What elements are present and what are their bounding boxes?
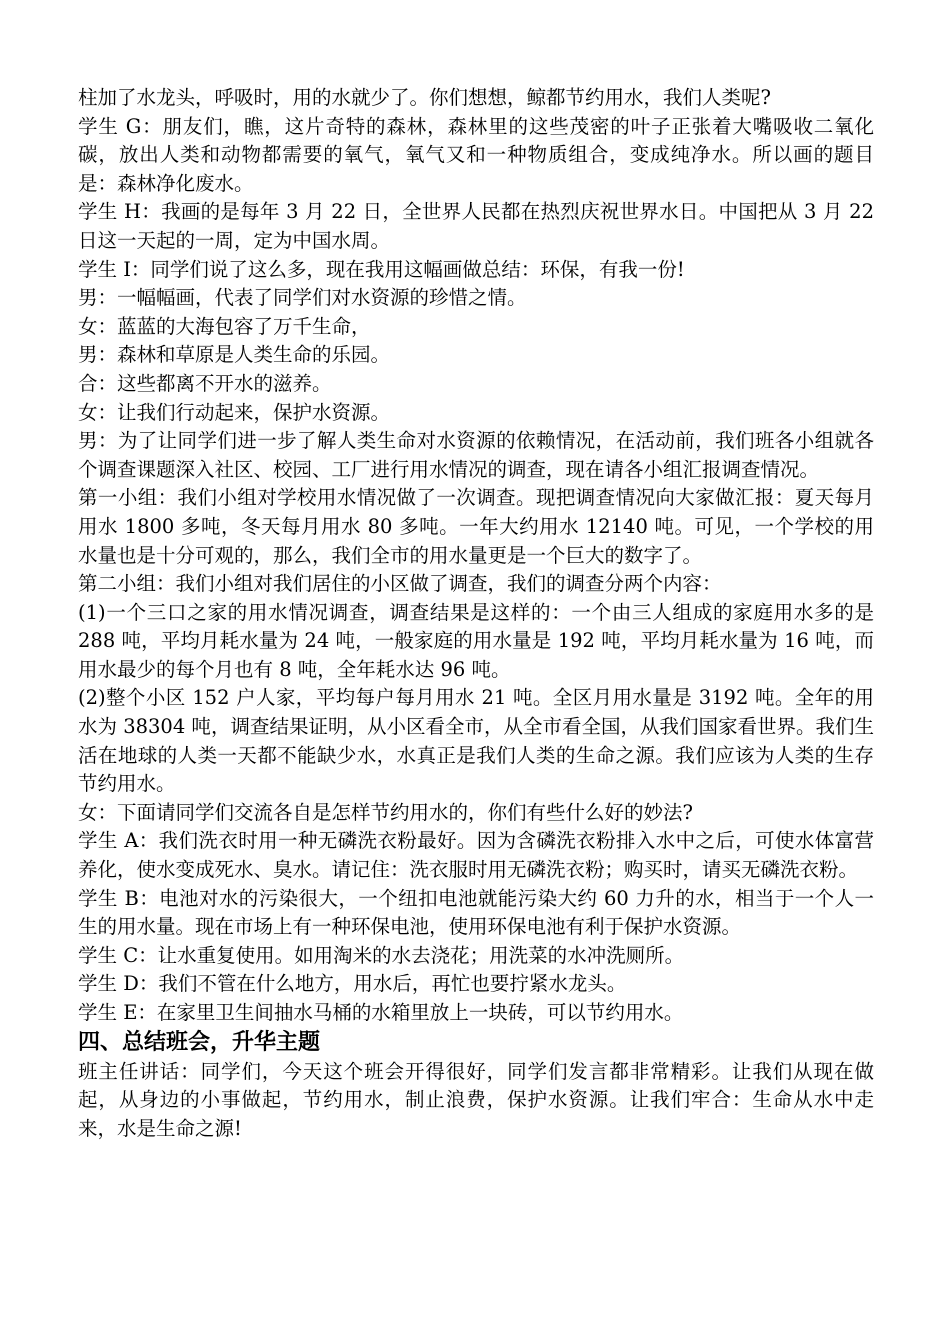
paragraph-student-a: 学生 A：我们洗衣时用一种无磷洗衣粉最好。因为含磷洗衣粉排入水中之后，可使水体富营养化，使水变成死水、臭水。请记住：洗衣服时用无磷洗衣粉；购买时，请买无磷洗衣粉。: [78, 829, 874, 882]
paragraph-female-3: 女：下面请同学们交流各自是怎样节约用水的，你们有些什么好的妙法?: [78, 800, 693, 824]
paragraph-student-d: 学生 D：我们不管在什么地方，用水后，再忙也要拧紧水龙头。: [78, 972, 627, 996]
paragraph-teacher-speech: 班主任讲话：同学们，今天这个班会开得很好，同学们发言都非常精彩。让我们从现在做起，从身边的小事做起，节约用水，制止浪费，保护水资源。让我们牢合：生命从水中走来，水是生命之源!: [78, 1059, 874, 1140]
paragraph-together: 合：这些都离不开水的滋养。: [78, 371, 332, 395]
paragraph-whale-conclusion: 柱加了水龙头，呼吸时，用的水就少了。你们想想，鲸都节约用水，我们人类呢?: [78, 86, 771, 109]
paragraph-student-g: 学生 G：朋友们，瞧，这片奇特的森林，森林里的这些茂密的叶子正张着大嘴吸收二氧化碳，放出人类和动物都需要的氧气，氧气又和一种物质组合，变成纯净水。所以画的题目是：森林净化废水。: [78, 114, 874, 195]
paragraph-student-c: 学生 C：让水重复使用。如用淘米的水去浇花；用洗菜的水冲洗厕所。: [78, 943, 685, 967]
paragraph-group-2-item-1: (1)一个三口之家的用水情况调查，调查结果是这样的：一个由三人组成的家庭用水多的是 288 吨，平均月耗水量为 24 吨，一般家庭的用水量是 192 吨，平均月耗水量为 16 吨，而用水最少的每个月也有 8 吨，全年耗水达 96 吨。: [78, 600, 874, 681]
paragraph-group-1: 第一小组：我们小组对学校用水情况做了一次调查。现把调查情况向大家做汇报：夏天每月用水 1800 多吨，冬天每月用水 80 多吨。一年大约用水 12140 吨。可见，一个学校的用水量也是十分可观的，那么，我们全市的用水量更是一个巨大的数字了。: [78, 486, 874, 567]
paragraph-student-b: 学生 B：电池对水的污染很大，一个纽扣电池就能污染大约 60 力升的水，相当于一个人一生的用水量。现在市场上有一种环保电池，使用环保电池有利于保护水资源。: [78, 886, 874, 939]
document-page: [78, 84, 874, 1143]
paragraph-group-2: 第二小组：我们小组对我们居住的小区做了调查，我们的调查分两个内容：: [78, 572, 722, 596]
paragraph-student-h: 学生 H：我画的是每年 3 月 22 日，全世界人民都在热烈庆祝世界水日。中国把从 3 月 22 日这一天起的一周，定为中国水周。: [78, 200, 874, 252]
paragraph-male-2: 男：森林和草原是人类生命的乐园。: [78, 343, 391, 367]
paragraph-male-survey-intro: 男：为了让同学们进一步了解人类生命对水资源的依赖情况，在活动前，我们班各小组就各个调查课题深入社区、校园、工厂进行用水情况的调查，现在请各小组汇报调查情况。: [78, 429, 874, 481]
paragraph-male-1: 男：一幅幅画，代表了同学们对水资源的珍惜之情。: [78, 286, 527, 310]
paragraph-female-1: 女：蓝蓝的大海包容了万千生命，: [78, 314, 371, 338]
section-heading: 四、总结班会，升华主题: [78, 1029, 321, 1055]
paragraph-group-2-item-2: (2)整个小区 152 户人家，平均每户每月用水 21 吨。全区月用水量是 3192 吨。全年的用水为 38304 吨，调查结果证明，从小区看全市，从全市看全国，从我们国家看世界。我们生活在地球的人类一天都不能缺少水，水真正是我们人类的生命之源。我们应该为人类的生存节约用水。: [78, 686, 874, 796]
paragraph-student-e: 学生 E：在家里卫生间抽水马桶的水箱里放上一块砖，可以节约用水。: [78, 1001, 684, 1024]
paragraph-student-i: 学生 I：同学们说了这么多，现在我用这幅画做总结：环保，有我一份!: [78, 257, 685, 281]
paragraph-female-2: 女：让我们行动起来，保护水资源。: [78, 400, 391, 424]
